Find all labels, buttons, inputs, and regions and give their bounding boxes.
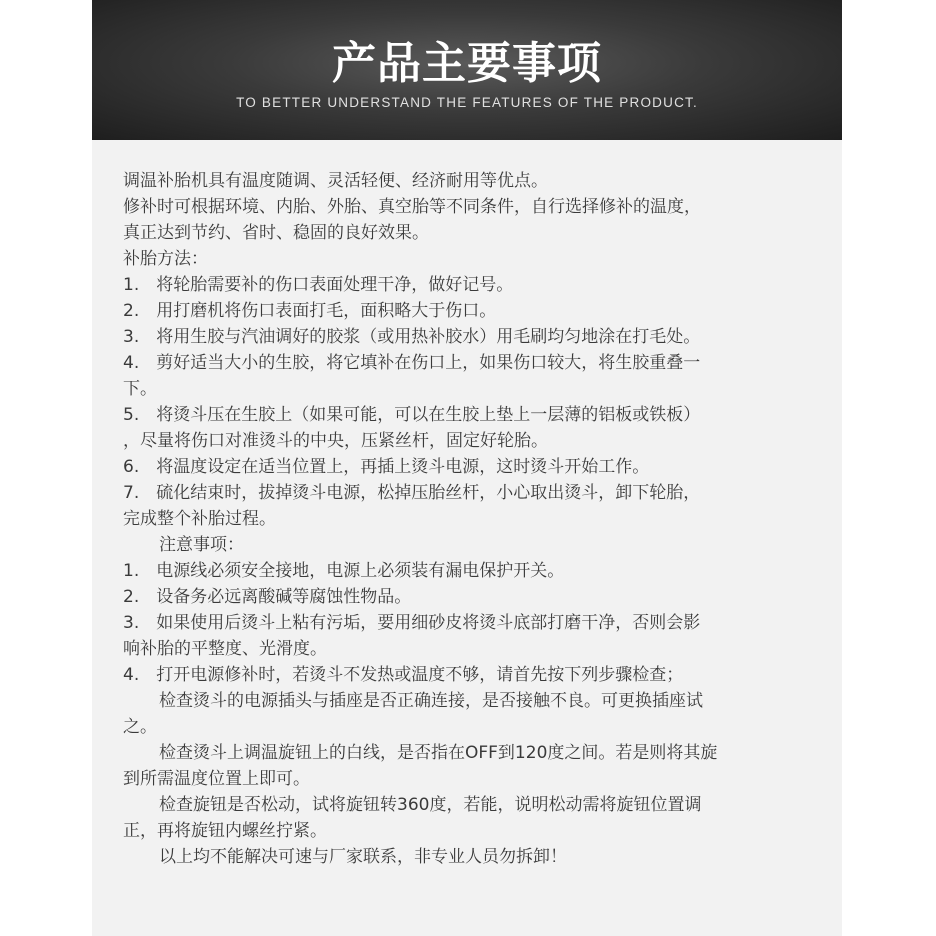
intro-line: 真正达到节约、省时、稳固的良好效果。 [123, 223, 429, 243]
check-step: 检查旋钮是否松动，试将旋钮转360度，若能，说明松动需将旋钮位置调 [159, 795, 702, 815]
note-item-continued: 响补胎的平整度、光滑度。 [123, 639, 327, 659]
note-item: 3. 如果使用后烫斗上粘有污垢，要用细砂皮将烫斗底部打磨干净，否则会影 [123, 613, 701, 633]
note-item: 1. 电源线必须安全接地，电源上必须装有漏电保护开关。 [123, 561, 565, 581]
header-banner [92, 0, 842, 140]
page-title: 产品主要事项 [332, 38, 602, 89]
method-step-continued: 下。 [123, 379, 157, 399]
check-step: 检查烫斗的电源插头与插座是否正确连接，是否接触不良。可更换插座试 [159, 691, 703, 711]
product-notes-card [92, 0, 842, 936]
method-step: 7. 硫化结束时，拔掉烫斗电源，松掉压胎丝杆，小心取出烫斗，卸下轮胎， [123, 483, 701, 503]
method-step: 2. 用打磨机将伤口表面打毛，面积略大于伤口。 [123, 301, 497, 321]
method-step: 6. 将温度设定在适当位置上，再插上烫斗电源，这时烫斗开始工作。 [123, 457, 650, 477]
note-item: 4. 打开电源修补时，若烫斗不发热或温度不够，请首先按下列步骤检查； [123, 665, 684, 685]
method-step: 1. 将轮胎需要补的伤口表面处理干净，做好记号。 [123, 275, 514, 295]
method-step: 5. 将烫斗压在生胶上（如果可能，可以在生胶上垫上一层薄的铝板或铁板） [123, 405, 701, 425]
section-heading-notes: 注意事项： [159, 535, 244, 555]
instructions-body [123, 168, 813, 870]
closing-note: 以上均不能解决可速与厂家联系，非专业人员勿拆卸！ [159, 847, 567, 867]
check-step-continued: 到所需温度位置上即可。 [123, 769, 310, 789]
method-step: 4. 剪好适当大小的生胶，将它填补在伤口上，如果伤口较大，将生胶重叠一 [123, 353, 701, 373]
intro-line: 修补时可根据环境、内胎、外胎、真空胎等不同条件，自行选择修补的温度， [123, 197, 701, 217]
section-heading-method: 补胎方法： [123, 249, 208, 269]
method-step-continued: 完成整个补胎过程。 [123, 509, 276, 529]
check-step-continued: 正，再将旋钮内螺丝拧紧。 [123, 821, 327, 841]
method-step: 3. 将用生胶与汽油调好的胶浆（或用热补胶水）用毛刷均匀地涂在打毛处。 [123, 327, 701, 347]
note-item: 2. 设备务必远离酸碱等腐蚀性物品。 [123, 587, 412, 607]
method-step-continued: ，尽量将伤口对准烫斗的中央，压紧丝杆，固定好轮胎。 [123, 431, 548, 451]
check-step-continued: 之。 [123, 717, 157, 737]
intro-line: 调温补胎机具有温度随调、灵活轻便、经济耐用等优点。 [123, 171, 548, 191]
check-step: 检查烫斗上调温旋钮上的白线，是否指在OFF到120度之间。若是则将其旋 [159, 743, 718, 763]
page-subtitle: TO BETTER UNDERSTAND THE FEATURES OF THE PRODUCT. [236, 95, 698, 110]
